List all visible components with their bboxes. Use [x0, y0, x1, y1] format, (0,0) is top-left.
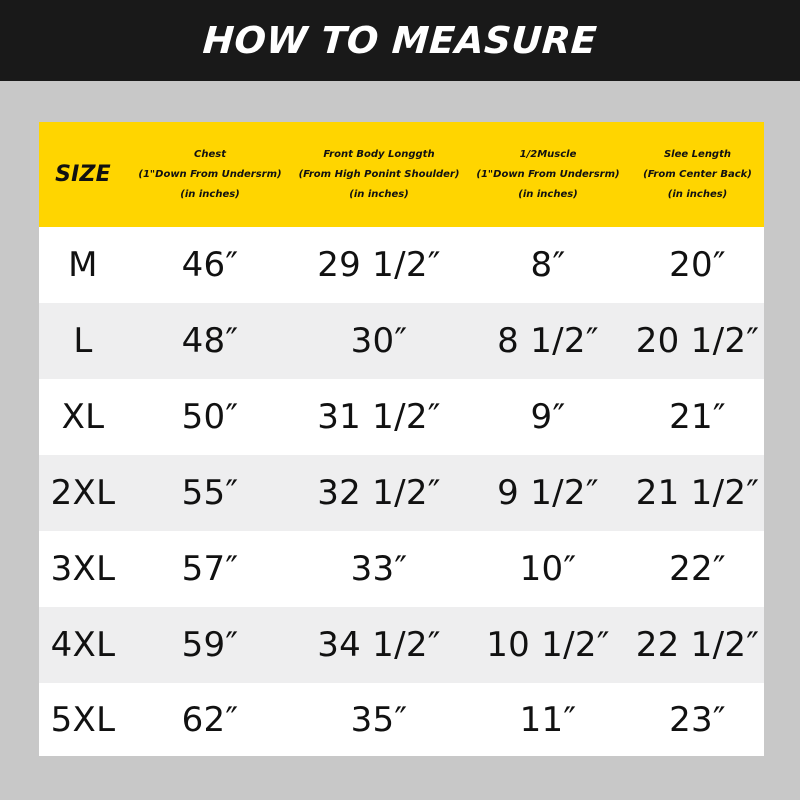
size-cell-2xl: 2XL	[50, 473, 116, 513]
table-row-xl	[39, 379, 764, 455]
front-body-length-cell-m: 29 1/2″	[317, 245, 441, 285]
sleeve-length-header-title: Slee Length	[663, 148, 731, 160]
sleeve-length-header	[631, 122, 764, 227]
table-row-5xl	[39, 683, 764, 756]
sleeve-length-cell-2xl: 21 1/2″	[635, 473, 760, 513]
front-body-length-cell-2xl: 32 1/2″	[317, 473, 441, 513]
table-row-l	[39, 303, 764, 379]
chest-cell-3xl: 57″	[181, 549, 239, 589]
half-muscle-cell-5xl: 11″	[519, 699, 577, 740]
table-row-2xl	[39, 455, 764, 531]
sleeve-length-cell-3xl: 22″	[669, 549, 726, 589]
chest-cell-5xl: 62″	[181, 699, 239, 740]
front-body-length-cell-3xl: 33″	[350, 549, 408, 589]
half-muscle-cell-4xl: 10 1/2″	[486, 625, 610, 665]
table-row-4xl	[39, 607, 764, 683]
half-muscle-header-note: (1"Down From Undersrm)	[476, 168, 620, 180]
size-cell-m: M	[68, 245, 98, 285]
table-header-row	[39, 122, 764, 227]
chest-cell-2xl: 55″	[181, 473, 239, 513]
half-muscle-cell-l: 8 1/2″	[497, 321, 599, 361]
size-cell-3xl: 3XL	[50, 549, 116, 589]
sleeve-length-header-note: (From Center Back)	[643, 168, 752, 180]
title-bar	[0, 0, 800, 81]
half-muscle-header	[465, 122, 631, 227]
chest-header-note: (1"Down From Undersrm)	[138, 168, 282, 180]
front-body-length-header-title: Front Body Longgth	[323, 148, 435, 160]
chest-header	[127, 122, 293, 227]
size-cell-xl: XL	[61, 397, 105, 437]
chest-cell-l: 48″	[181, 321, 239, 361]
half-muscle-header-unit: (in inches)	[518, 188, 578, 200]
front-body-length-header-unit: (in inches)	[349, 188, 409, 200]
size-cell-5xl: 5XL	[50, 699, 116, 740]
chest-header-unit: (in inches)	[180, 188, 240, 200]
front-body-length-cell-l: 30″	[350, 321, 408, 361]
table-row-3xl	[39, 531, 764, 607]
half-muscle-cell-2xl: 9 1/2″	[497, 473, 599, 513]
size-cell-l: L	[73, 321, 93, 361]
sleeve-length-cell-m: 20″	[669, 245, 726, 285]
page-title: HOW TO MEASURE	[201, 19, 599, 62]
front-body-length-cell-5xl: 35″	[350, 699, 408, 740]
half-muscle-header-title: 1/2Muscle	[519, 148, 577, 160]
front-body-length-header-note: (From High Ponint Shoulder)	[298, 168, 460, 180]
chest-cell-m: 46″	[181, 245, 239, 285]
size-cell-4xl: 4XL	[50, 625, 116, 665]
half-muscle-cell-m: 8″	[530, 245, 566, 285]
chest-cell-xl: 50″	[181, 397, 239, 437]
table-row-m	[39, 227, 764, 303]
front-body-length-cell-xl: 31 1/2″	[317, 397, 441, 437]
size-table	[39, 122, 764, 756]
sleeve-length-cell-xl: 21″	[669, 397, 726, 437]
size-header	[39, 122, 127, 227]
sleeve-length-cell-5xl: 23″	[669, 699, 726, 740]
sleeve-length-cell-4xl: 22 1/2″	[635, 625, 760, 665]
front-body-length-header	[293, 122, 465, 227]
half-muscle-cell-xl: 9″	[530, 397, 566, 437]
sleeve-length-cell-l: 20 1/2″	[635, 321, 760, 361]
size-header-label: SIZE	[55, 162, 111, 187]
chest-header-title: Chest	[194, 148, 226, 160]
half-muscle-cell-3xl: 10″	[519, 549, 577, 589]
sleeve-length-header-unit: (in inches)	[667, 188, 728, 200]
front-body-length-cell-4xl: 34 1/2″	[317, 625, 441, 665]
chest-cell-4xl: 59″	[181, 625, 239, 665]
